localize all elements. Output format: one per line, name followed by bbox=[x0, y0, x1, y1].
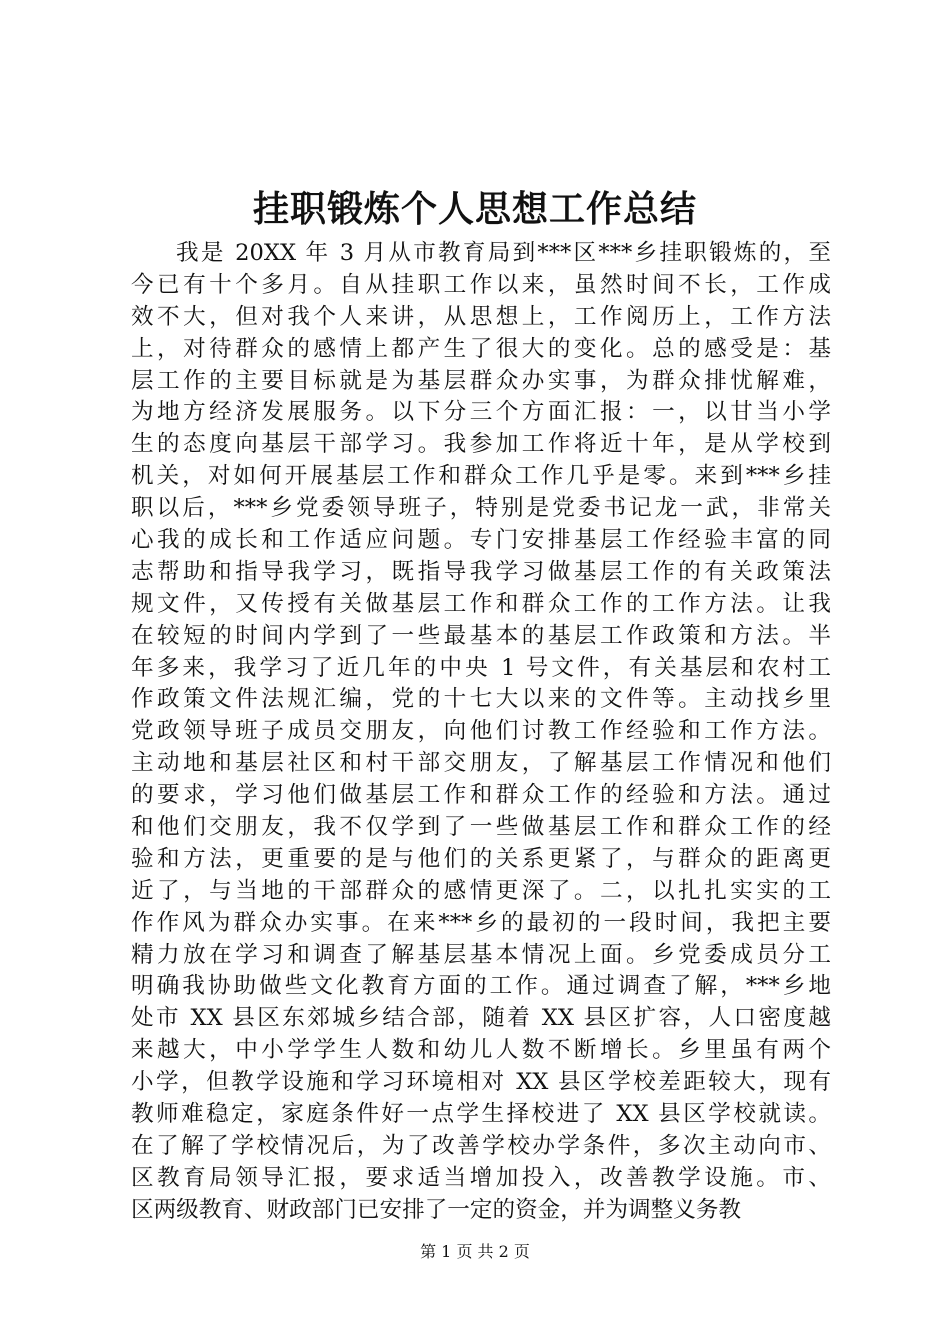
body-line: 近了，与当地的干部群众的感情更深了。二，以扎扎实实的工 bbox=[131, 877, 831, 904]
page-footer: 第 1 页 共 2 页 bbox=[420, 1242, 530, 1261]
body-line: 的要求，学习他们做基层工作和群众工作的经验和方法。通过 bbox=[131, 782, 831, 809]
body-line: 在较短的时间内学到了一些最基本的基层工作政策和方法。半 bbox=[131, 622, 831, 649]
body-line: 职以后，***乡党委领导班子，特别是党委书记龙一武，非常关 bbox=[131, 495, 831, 522]
body-paragraph bbox=[131, 238, 831, 1227]
body-line: 作政策文件法规汇编，党的十七大以来的文件等。主动找乡里 bbox=[131, 686, 831, 713]
body-line: 区两级教育、财政部门已安排了一定的资金，并为调整义务教 bbox=[131, 1196, 742, 1223]
body-line: 和他们交朋友，我不仅学到了一些做基层工作和群众工作的经 bbox=[131, 814, 831, 841]
body-line: 教师难稳定，家庭条件好一点学生择校进了 XX 县区学校就读。 bbox=[131, 1101, 831, 1128]
body-line: 区教育局领导汇报，要求适当增加投入，改善教学设施。市、 bbox=[131, 1164, 831, 1191]
body-line: 上，对待群众的感情上都产生了很大的变化。总的感受是：基 bbox=[131, 335, 831, 362]
body-line: 今已有十个多月。自从挂职工作以来，虽然时间不长，工作成 bbox=[131, 271, 831, 298]
body-line: 层工作的主要目标就是为基层群众办实事，为群众排忧解难， bbox=[131, 367, 831, 394]
body-line: 明确我协助做些文化教育方面的工作。通过调查了解，***乡地 bbox=[131, 973, 831, 1000]
document-title: 挂职锻炼个人思想工作总结 bbox=[252, 189, 697, 230]
body-line: 验和方法，更重要的是与他们的关系更紧了，与群众的距离更 bbox=[131, 845, 831, 872]
body-line: 精力放在学习和调查了解基层基本情况上面。乡党委成员分工 bbox=[131, 941, 831, 968]
body-line: 效不大，但对我个人来讲，从思想上，工作阅历上，工作方法 bbox=[131, 303, 831, 330]
body-line: 心我的成长和工作适应问题。专门安排基层工作经验丰富的同 bbox=[131, 527, 831, 554]
body-line: 小学，但教学设施和学习环境相对 XX 县区学校差距较大，现有 bbox=[131, 1069, 831, 1096]
body-line: 志帮助和指导我学习，既指导我学习做基层工作的有关政策法 bbox=[131, 558, 831, 585]
body-line: 规文件，又传授有关做基层工作和群众工作的工作方法。让我 bbox=[131, 590, 831, 617]
body-line: 处市 XX 县区东郊城乡结合部，随着 XX 县区扩容，人口密度越 bbox=[131, 1005, 831, 1032]
body-line: 机关，对如何开展基层工作和群众工作几乎是零。来到***乡挂 bbox=[131, 463, 831, 490]
body-line: 作作风为群众办实事。在来***乡的最初的一段时间，我把主要 bbox=[131, 909, 831, 936]
body-line: 来越大，中小学学生人数和幼儿人数不断增长。乡里虽有两个 bbox=[131, 1037, 831, 1064]
body-line: 年多来，我学习了近几年的中央 1 号文件，有关基层和农村工 bbox=[131, 654, 831, 681]
body-line: 我是 20XX 年 3 月从市教育局到***区***乡挂职锻炼的，至 bbox=[176, 240, 831, 266]
body-line: 在了解了学校情况后，为了改善学校办学条件，多次主动向市、 bbox=[131, 1132, 831, 1159]
body-line: 主动地和基层社区和村干部交朋友，了解基层工作情况和他们 bbox=[131, 750, 831, 777]
body-line: 党政领导班子成员交朋友，向他们讨教工作经验和工作方法。 bbox=[131, 718, 831, 745]
body-line: 生的态度向基层干部学习。我参加工作将近十年，是从学校到 bbox=[131, 431, 831, 458]
body-line: 为地方经济发展服务。以下分三个方面汇报：一，以甘当小学 bbox=[131, 399, 831, 426]
